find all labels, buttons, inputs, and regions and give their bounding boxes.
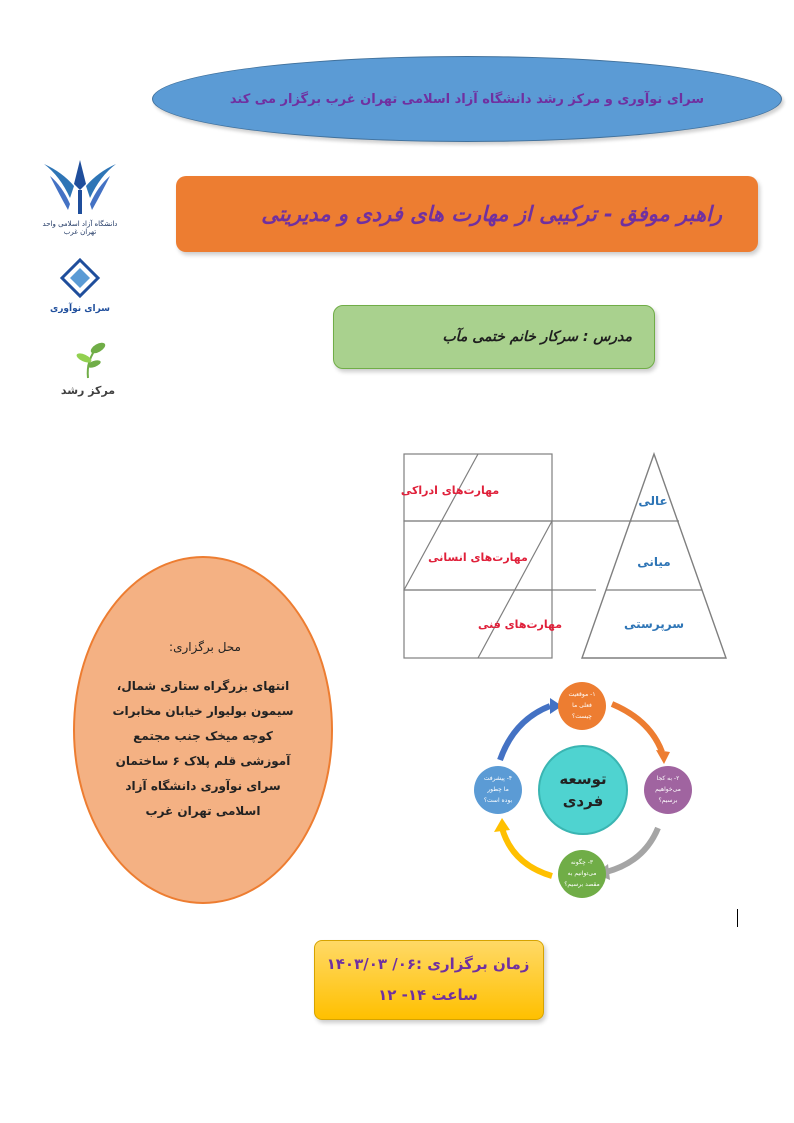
management-skills-diagram [400, 450, 732, 662]
organizer-banner [152, 56, 782, 142]
cycle-arrow-4 [500, 706, 550, 760]
cycle-step-3 [558, 850, 606, 898]
logo-caption: مرکز رشد [60, 384, 116, 397]
cycle-step-3-line1: ۳- چگونه [570, 859, 594, 866]
level-label-top: عالی [638, 494, 668, 508]
location-line: اسلامی تهران غرب [145, 804, 261, 818]
cycle-step-2-line1: ۲- به کجا [656, 775, 680, 782]
cycle-step-1 [558, 682, 606, 730]
cycle-step-4-line3: بوده است؟ [483, 797, 513, 804]
time-box [314, 940, 544, 1020]
location-title: محل برگزاری: [169, 640, 241, 654]
cycle-arrow-1 [612, 704, 662, 752]
cycle-step-1-line1: ۱- موقعیت [568, 691, 596, 698]
skill-label-conceptual: مهارت‌های ادراکی [400, 484, 500, 497]
logo-caption: دانشگاه آزاد اسلامی واحد تهران غرب [42, 220, 118, 236]
skill-label-human: مهارت‌های انسانی [428, 551, 528, 564]
cycle-step-4-line2: ما چطور [487, 786, 509, 793]
event-date: زمان برگزاری :۰۶/ ۱۴۰۳/۰۳ [326, 955, 530, 973]
location-line: آموزشی قلم پلاک ۶ ساختمان [115, 754, 291, 768]
cycle-arrow-2 [606, 828, 658, 872]
location-line: انتهای بزرگراه ستاری شمال، [116, 679, 290, 693]
level-label-middle: میانی [637, 555, 671, 569]
workshop-title-box [176, 176, 758, 252]
text-cursor [737, 909, 738, 927]
event-hours: ساعت ۱۴- ۱۲ [378, 986, 478, 1004]
cycle-step-2 [644, 766, 692, 814]
innovation-diamond-icon [40, 258, 120, 300]
location-line: سیمون بولیوار خیابان مخابرات [112, 704, 294, 718]
teacher-box [333, 305, 655, 369]
organizer-text: سرای نوآوری و مرکز رشد دانشگاه آزاد اسلامی تهران غرب برگزار می کند [229, 91, 705, 107]
cycle-center-line2: فردی [562, 792, 604, 810]
cycle-step-4-line1: ۴- پیشرفت [483, 775, 513, 782]
workshop-title: راهبر موفق - ترکیبی از مهارت های فردی و مدیریتی [261, 202, 722, 226]
cycle-step-3-line2: می‌توانیم به [567, 870, 597, 877]
personal-development-cycle [470, 680, 696, 900]
azad-university-logo [40, 156, 120, 236]
location-line: کوچه میخک جنب مجتمع [133, 729, 273, 743]
logo-caption: سرای نوآوری [49, 304, 111, 314]
cycle-step-2-line3: برسیم؟ [658, 797, 678, 804]
cycle-step-1-line2: فعلی ما [572, 702, 592, 709]
azad-emblem-icon [40, 156, 120, 218]
teacher-name: مدرس : سرکار خانم ختمی مآب [442, 329, 632, 345]
cycle-center-line1: توسعه [559, 770, 607, 788]
innovation-house-logo [40, 258, 120, 314]
cycle-center [539, 746, 627, 834]
cycle-step-4 [474, 766, 522, 814]
cycle-step-1-line3: چیست؟ [572, 713, 592, 720]
skill-label-technical: مهارت‌های فنی [477, 618, 563, 631]
growth-sprout-icon [40, 340, 136, 380]
location-line: سرای نوآوری دانشگاه آزاد [125, 779, 281, 793]
cycle-arrow-3 [502, 828, 552, 876]
level-label-supervisory: سرپرستی [623, 617, 685, 631]
growth-center-logo [40, 340, 136, 397]
cycle-step-2-line2: می‌خواهیم [655, 786, 681, 793]
cycle-step-3-line3: مقصد برسیم؟ [564, 881, 600, 888]
